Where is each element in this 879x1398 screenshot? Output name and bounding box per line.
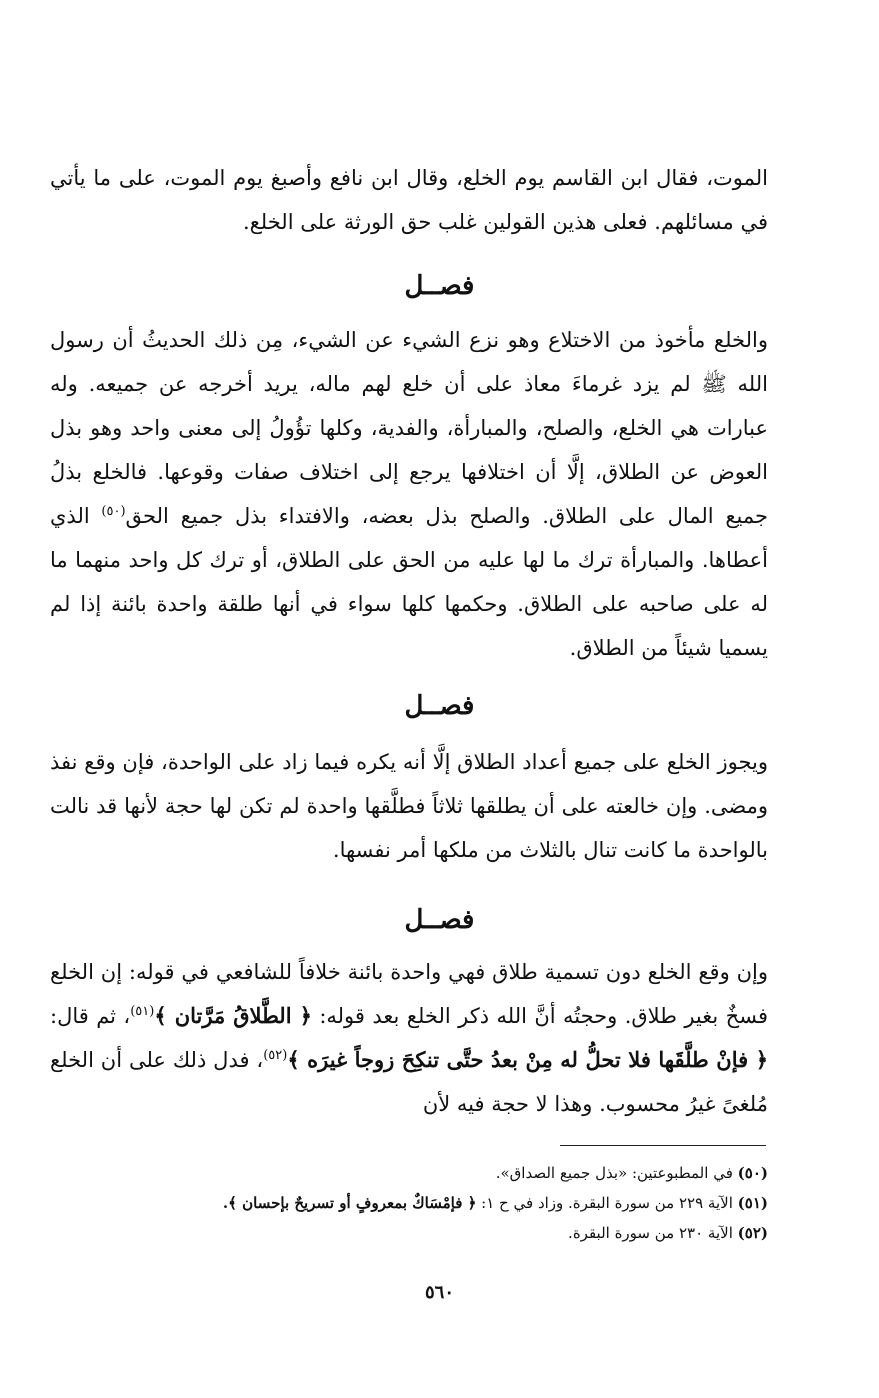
footnote-ref-52: (٥٢): [263, 1048, 288, 1063]
paragraph-text: ويجوز الخلع على جميع أعداد الطلاق إلَّا أنه يكره فيما زاد على الواحدة، فإن وقع نفذ ومضى. وإن خالعته على أن يطلقها ثلاثاً فطلَّقها واحدة لم تكن لها حجة لأنها قد نالت بالواحدة ما كانت تنال بالثلاث من ملكها أمر نفسها.: [50, 750, 768, 862]
quran-quote: ﴿ الطَّلاقُ مَرَّتان ﴾: [154, 1003, 312, 1028]
footnote-ref-50: (٥٠): [101, 504, 126, 519]
section-heading-2: فصــل: [404, 691, 475, 721]
paragraph-khul-shafii: [50, 950, 768, 1126]
footnote-text: الآية ٢٢٩ من سورة البقرة. وزاد في ح ١:: [476, 1194, 733, 1212]
paragraph-text: والخلع مأخوذ من الاختلاع وهو نزع الشيء عن الشيء، مِن ذلك الحديثُ أن رسول الله ﷺ لم يزد غرماءَ معاذ على أن خلع لهم ماله، يريد أخرجه عن جميعه. وله عبارات هي الخلع، والصلح، والمبارأة، والفدية، وكلها تؤُولُ إلى معنى واحد وهو بذل العوض عن الطلاق، إلَّا أن اختلافها يرجع إلى اختلاف صفات وقوعها. فالخلع بذلُ جميع المال على الطلاق. والصلح بذل بعضه، والافتداء بذل جميع الحق: [50, 328, 768, 528]
paragraph-text: ، فدل ذلك على أن الخلع مُلغىً غيرُ محسوب. وهذا لا حجة فيه لأن: [50, 1048, 768, 1116]
paragraph-intro: [50, 156, 768, 244]
paragraph-khul-definition: [50, 318, 768, 670]
footnotes: [50, 1158, 768, 1248]
page-number: ٥٦٠: [424, 1282, 454, 1303]
paragraph-text: ، ثم قال:: [50, 1004, 131, 1028]
footnote-number: (٥١): [737, 1194, 768, 1212]
footnote-text: في المطبوعتين: «بذل جميع الصداق».: [495, 1164, 733, 1182]
footnote-ref-51: (٥١): [130, 1004, 155, 1019]
footnote-text: الآية ٢٣٠ من سورة البقرة.: [568, 1224, 733, 1242]
paragraph-intro-text: الموت، فقال ابن القاسم يوم الخلع، وقال ابن نافع وأصبغ يوم الموت، على ما يأتي في مسائلهم. فعلى هذين القولين غلب حق الورثة على الخلع.: [50, 166, 768, 234]
footnote-51: [50, 1188, 768, 1218]
footnote-52: [50, 1218, 768, 1248]
quran-quote: ﴿ فإنْ طلَّقَها فلا تحلُّ له مِنْ بعدُ حتَّى تنكِحَ زوجاً غيرَه ﴾: [287, 1047, 768, 1072]
footnote-divider: [560, 1145, 766, 1146]
footnote-quran-quote: ﴿ فإمْسَاكٌ بمعروفٍ أو تسريحٌ بإحسان ﴾.: [222, 1194, 477, 1212]
paragraph-khul-count: [50, 740, 768, 872]
footnote-number: (٥٢): [737, 1224, 768, 1242]
paragraph-text: وإن وقع الخلع دون تسمية طلاق فهي واحدة بائنة خلافاً للشافعي في قوله: إن الخلع فسخٌ بغير طلاق. وحجتُه أنَّ الله ذكر الخلع بعد قوله:: [50, 960, 768, 1028]
section-heading-1: فصــل: [404, 271, 475, 301]
footnote-50: [50, 1158, 768, 1188]
section-heading-3: فصــل: [404, 905, 475, 935]
paragraph-text: الذي أعطاها. والمبارأة ترك ما لها عليه من الحق على الطلاق، أو ترك كل واحد منهما ما له على صاحبه على الطلاق. وحكمها كلها سواء في أنها طلقة واحدة بائنة إذا لم يسميا شيئاً من الطلاق.: [50, 504, 768, 660]
footnote-number: (٥٠): [737, 1164, 768, 1182]
